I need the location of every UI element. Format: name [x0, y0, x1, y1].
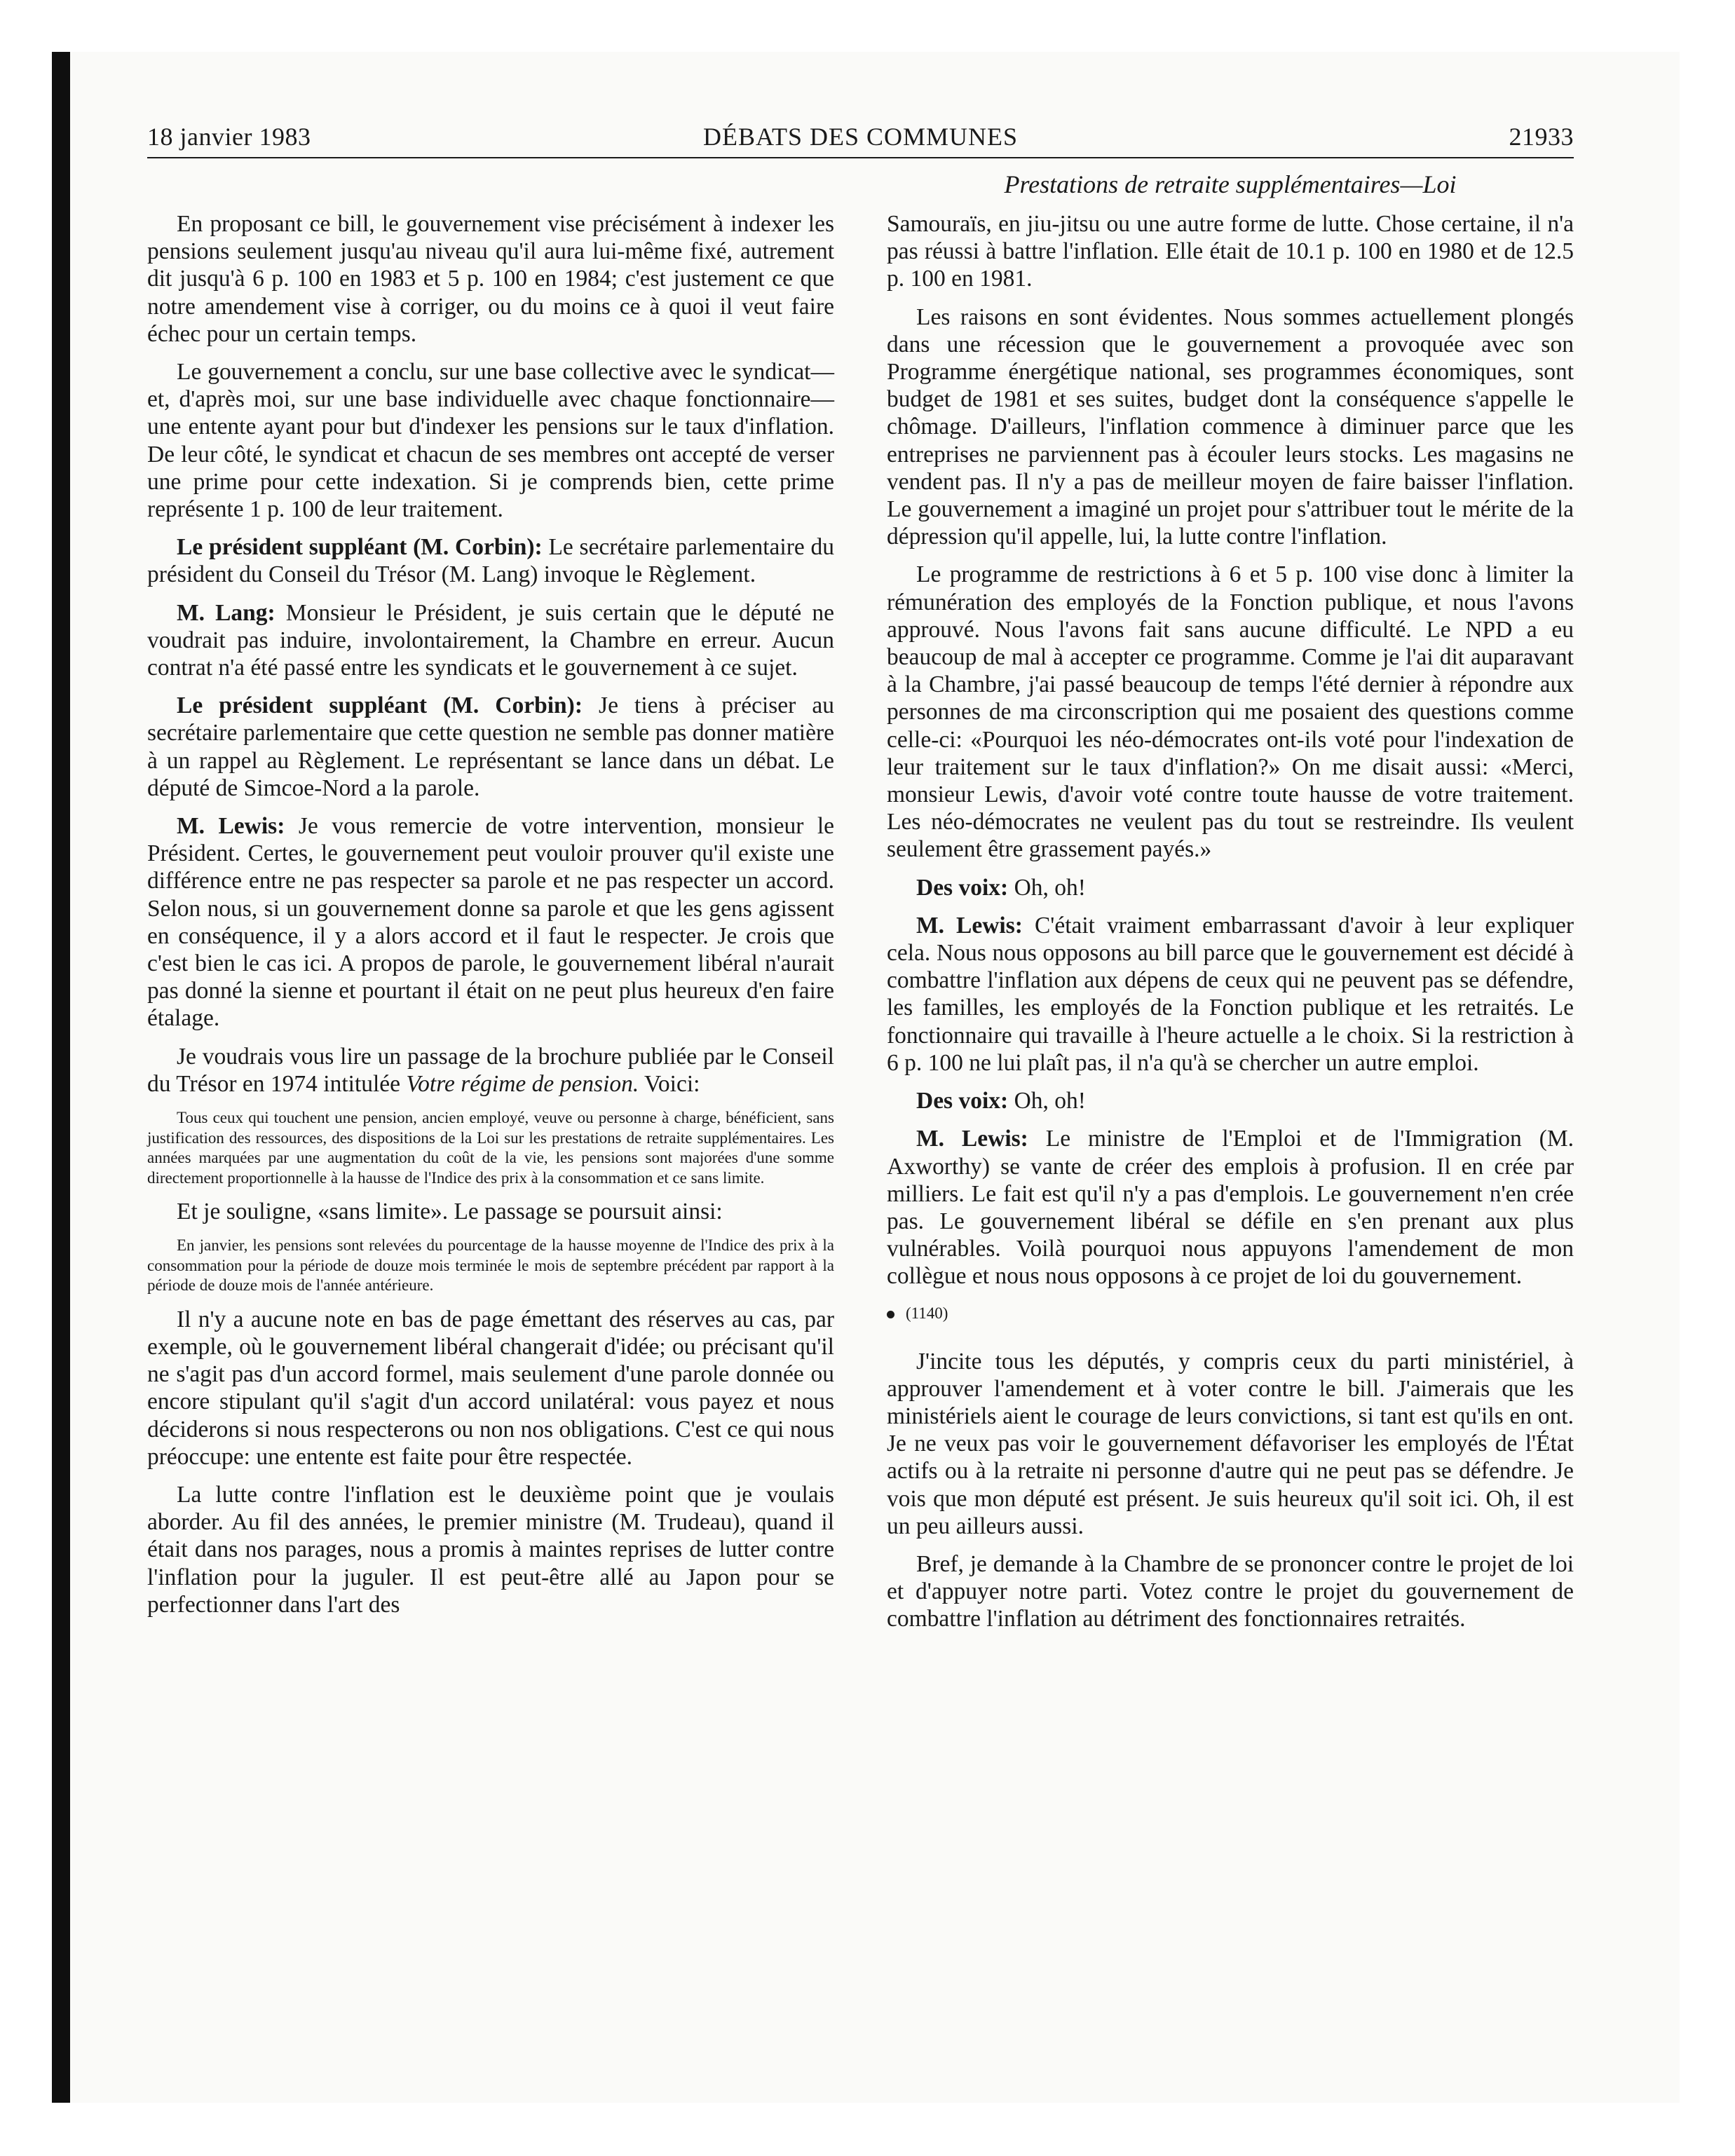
running-header: [147, 119, 1574, 154]
speech-text: Monsieur le Président, je suis certain que le député ne voudrait pas induire, involontairement, la Chambre en erreur. Aucun contrat n'a été passé entre les syndicats et le gouvernement à ce sujet.: [147, 599, 834, 681]
page-number: 21933: [1509, 123, 1574, 151]
speech-text: C'était vraiment embarrassant d'avoir à leur expliquer cela. Nous nous opposons au bill parce que le gouvernement est décidé à combattre l'inflation aux dépens de ceux qui ne peuvent pas se défendre, les familles, les employés de la Fonction publique et les retraités. Le fonctionnaire qui travaille à l'heure actuelle a le choix. Si la restriction à 6 p. 100 ne lui plaît pas, il n'a qu'à se chercher un autre emploi.: [887, 912, 1574, 1076]
paragraph: Le gouvernement a conclu, sur une base collective avec le syndicat—et, d'après moi, sur une base individuelle avec chaque fonctionnaire—une entente ayant pour but d'indexer les pensions sur le taux d'inflation. De leur côté, le syndicat et chacun de ses membres ont accepté de verser une prime pour cette indexation. Si je comprends bien, cette prime représente 1 p. 100 de leur traitement.: [147, 359, 834, 523]
section-title: Prestations de retraite supplémentaires—Loi: [1004, 170, 1457, 198]
brochure-title: Votre régime de pension.: [406, 1070, 639, 1097]
scan-edge-bar: [52, 52, 70, 2103]
speaker-name: Des voix:: [916, 1088, 1009, 1114]
speech-text: Oh, oh!: [1008, 874, 1086, 901]
speech-paragraph: [147, 533, 834, 588]
paragraph: En proposant ce bill, le gouvernement vise précisément à indexer les pensions seulement jusqu'au niveau qu'il aura lui-même fixé, autrement dit jusqu'à 6 p. 100 en 1983 et 5 p. 100 en 1984; c'est justement ce que notre amendement vise à corriger, ou du moins ce à quoi il veut faire échec pour un certain temps.: [147, 211, 834, 347]
header-rule: [147, 157, 1574, 158]
paragraph: Les raisons en sont évidentes. Nous sommes actuellement plongés dans une récession que le gouvernement a provoquée avec son Programme énergétique national, ses programmes économiques, sont budget de 1981 et ses suites, budget dont la conséquence s'appelle le chômage. D'ailleurs, l'inflation commence à diminuer parce que les entreprises ne parviennent pas à écouler leurs stocks. Les magasins ne vendent pas. Il n'y a pas de meilleur moyen de faire baisser l'inflation. Le gouvernement a imaginé un projet pour s'attribuer tout le mérite de la dépression qu'il appelle, lui, la lutte contre l'inflation.: [887, 303, 1574, 550]
speech-paragraph: [887, 1087, 1574, 1114]
speech-text: Je tiens à préciser au secrétaire parlementaire que cette question ne semble pas donner matière à un rappel au Règlement. Le représentant se lance dans un débat. Le député de Simcoe-Nord a la parole.: [147, 692, 834, 801]
time-marker: [887, 1303, 1574, 1324]
paragraph: J'incite tous les députés, y compris ceux du parti ministériel, à approuver l'amendement et à voter contre le bill. J'aimerais que les ministériels aient le courage de leurs convictions, si tant est qu'ils en ont. Je ne veux pas voir le gouvernement défavoriser les employés de l'État actifs ou à la retraite ni personne d'autre qui ne peut pas se défendre. Je vois que mon député est présent. Je suis heureux qu'il soit ici. Oh, il est un peu ailleurs aussi.: [887, 1348, 1574, 1539]
speaker-name: M. Lewis:: [916, 912, 1023, 939]
hansard-page: [147, 105, 1574, 2054]
paragraph: Et je souligne, «sans limite». Le passage se poursuit ainsi:: [177, 1199, 723, 1225]
paragraph: Bref, je demande à la Chambre de se prononcer contre le projet de loi et d'appuyer notre parti. Votez contre le projet du gouvernement de combattre l'inflation au détriment des fonctionnaires retraités.: [887, 1550, 1574, 1632]
speech-paragraph: [147, 599, 834, 682]
block-quote: Tous ceux qui touchent une pension, ancien employé, veuve ou personne à charge, bénéficient, sans justification des ressources, des dispositions de la Loi sur les prestations de retraite supplémentaires. Les années marquées par une augmentation du coût de la vie, les pensions sont majorées d'une somme directement proportionnelle à la hausse de l'Indice des prix à la consommation et ce sans limite.: [147, 1109, 834, 1187]
bullet-icon: [887, 1311, 894, 1318]
header-date: 18 janvier 1983: [147, 123, 311, 151]
speech-paragraph: [887, 1125, 1574, 1290]
speaker-name: Le président suppléant (M. Corbin):: [177, 692, 583, 719]
speech-paragraph: [147, 812, 834, 1032]
speech-paragraph: [887, 874, 1574, 901]
paragraph: Le programme de restrictions à 6 et 5 p. 100 vise donc à limiter la rémunération des employés de la Fonction publique, et nous l'avons approuvé. Nous l'avons fait sans aucune difficulté. Le NPD a eu beaucoup de mal à accepter ce programme. Comme je l'ai dit auparavant à la Chambre, j'ai passé beaucoup de temps l'été dernier à répondre aux personnes de ma circonscription qui me posaient des questions comme celle-ci: «Pourquoi les néo-démocrates ont-ils voté pour l'indexation de leur traitement sur le taux d'inflation?» On me disait aussi: «Merci, monsieur Lewis, d'avoir voté contre toute hausse de votre traitement. Les néo-démocrates ne veulent pas du tout se restreindre. Ils veulent seulement être grassement payés.»: [887, 561, 1574, 863]
speech-paragraph: [147, 692, 834, 802]
speaker-name: M. Lewis:: [916, 1126, 1028, 1152]
speech-text: Oh, oh!: [1008, 1088, 1086, 1114]
speaker-name: M. Lang:: [177, 599, 275, 626]
speaker-name: Des voix:: [916, 874, 1009, 901]
left-column: [147, 210, 834, 1629]
header-publication: DÉBATS DES COMMUNES: [702, 123, 1019, 151]
speech-text: Le secrétaire parlementaire du président du Conseil du Trésor (M. Lang) invoque le Règlement.: [147, 534, 835, 588]
paragraph: Samouraïs, en jiu-jitsu ou une autre forme de lutte. Chose certaine, il n'a pas réussi à battre l'inflation. Elle était de 10.1 p. 100 en 1980 et de 12.5 p. 100 en 1981.: [887, 211, 1574, 292]
right-column: [887, 210, 1574, 1644]
speech-text: Je vous remercie de votre intervention, monsieur le Président. Certes, le gouvernement peut vouloir prouver qu'il existe une différence entre ne pas respecter sa parole et ne pas respecter un accord. Selon nous, si un gouvernement donne sa parole et que les gens agissent en conséquence, il y a alors accord et il faut le respecter. Je crois que c'est bien le cas ici. A propos de parole, le gouvernement libéral n'aurait pas donné la sienne et pourtant il était on ne peut plus heureux d'en faire étalage.: [147, 813, 834, 1032]
speech-paragraph: [887, 912, 1574, 1077]
block-quote: En janvier, les pensions sont relevées du pourcentage de la hausse moyenne de l'Indice des prix à la consommation pour la période de douze mois terminée le mois de septembre précédent par rapport à la période de douze mois de l'année antérieure.: [147, 1236, 834, 1295]
time-marker-text: (1140): [906, 1304, 948, 1322]
paragraph: [147, 1043, 834, 1098]
speaker-name: M. Lewis:: [177, 813, 285, 840]
paragraph: La lutte contre l'inflation est le deuxième point que je voulais aborder. Au fil des années, le premier ministre (M. Trudeau), quand il était dans nos parages, nous a promis à maintes reprises de lutter contre l'inflation pour la juguler. Il est peut-être allé au Japon pour se perfectionner dans l'art des: [147, 1482, 834, 1618]
speech-text: Le ministre de l'Emploi et de l'Immigration (M. Axworthy) se vante de créer des emplois à profusion. Il en crée par milliers. Le fait est qu'il n'y a pas d'emplois. Le gouvernement n'en crée pas. Le gouvernement libéral se défile en s'en prenant aux plus vulnérables. Voilà pourquoi nous appuyons l'amendement de mon collègue et nous nous opposons à ce projet de loi du gouvernement.: [887, 1126, 1574, 1290]
paragraph-text: Voici:: [639, 1070, 700, 1097]
paragraph-text: Je voudrais vous lire un passage de la brochure publiée par le Conseil du Trésor en 1974 intitulée: [147, 1043, 834, 1097]
paragraph: Il n'y a aucune note en bas de page émettant des réserves au cas, par exemple, où le gouvernement libéral changerait d'idée; ou précisant qu'il ne s'agit pas d'un accord formel, mais seulement d'une parole donnée ou encore stipulant qu'il s'agit d'un accord unilatéral: vous payez et nous déciderons si nous respecterons ou non nos obligations. C'est ce qui nous préoccupe: une entente est faite pour être respectée.: [147, 1306, 834, 1470]
speaker-name: Le président suppléant (M. Corbin):: [177, 534, 543, 561]
